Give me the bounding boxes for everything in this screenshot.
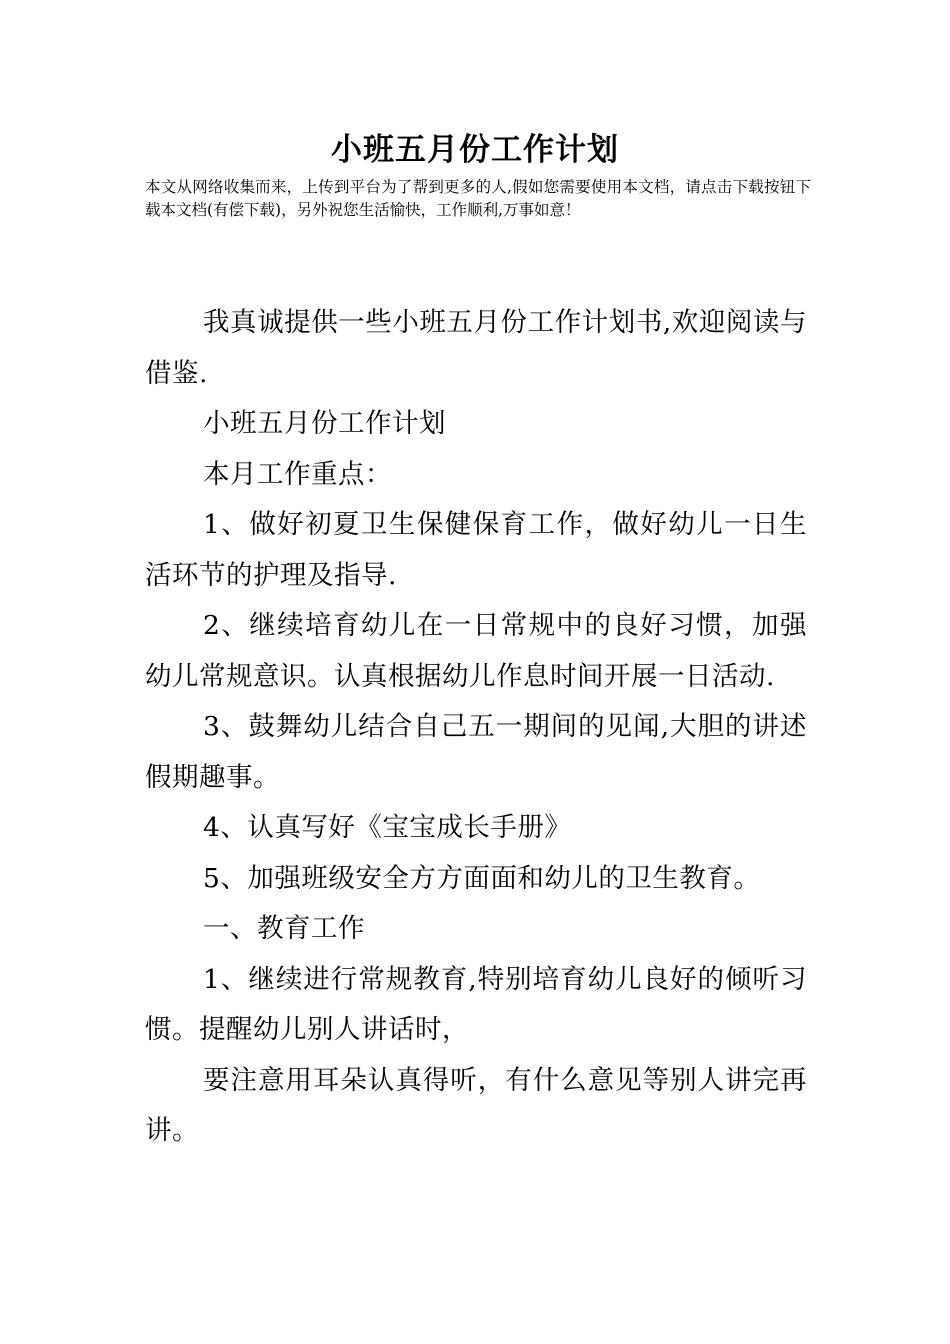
- paragraph-item-4: 4、认真写好《宝宝成长手册》: [203, 812, 572, 843]
- paragraph-subtitle: 小班五月份工作计划: [203, 408, 446, 439]
- paragraph-education-2: 要注意用耳朵认真得听，有什么意见等别人讲完再讲。: [145, 1064, 807, 1146]
- paragraph-item-1: 1、做好初夏卫生保健保育工作，做好幼儿一日生活环节的护理及指导.: [145, 509, 807, 591]
- section-heading-education: 一、教育工作: [203, 913, 365, 944]
- paragraph-focus-heading: 本月工作重点：: [203, 458, 392, 490]
- paragraph-intro: 我真诚提供一些小班五月份工作计划书,欢迎阅读与借鉴.: [145, 307, 807, 389]
- paragraph-item-5: 5、加强班级安全方方面面和幼儿的卫生教育。: [203, 862, 761, 894]
- document-title: 小班五月份工作计划: [331, 132, 619, 168]
- download-notice: 本文从网络收集而来，上传到平台为了帮到更多的人,假如您需要使用本文档，请点击下载按钮下载本文档(有偿下载)，另外祝您生活愉快，工作顺利,万事如意！: [145, 178, 811, 219]
- document-body: [145, 298, 807, 1157]
- paragraph-item-3: 3、鼓舞幼儿结合自己五一期间的见闻,大胆的讲述假期趣事。: [145, 711, 807, 793]
- paragraph-education-1: 1、继续进行常规教育,特别培育幼儿良好的倾听习惯。提醒幼儿别人讲话时，: [145, 963, 807, 1045]
- paragraph-item-2: 2、继续培育幼儿在一日常规中的良好习惯，加强幼儿常规意识。认真根据幼儿作息时间开展一日活动.: [145, 610, 807, 692]
